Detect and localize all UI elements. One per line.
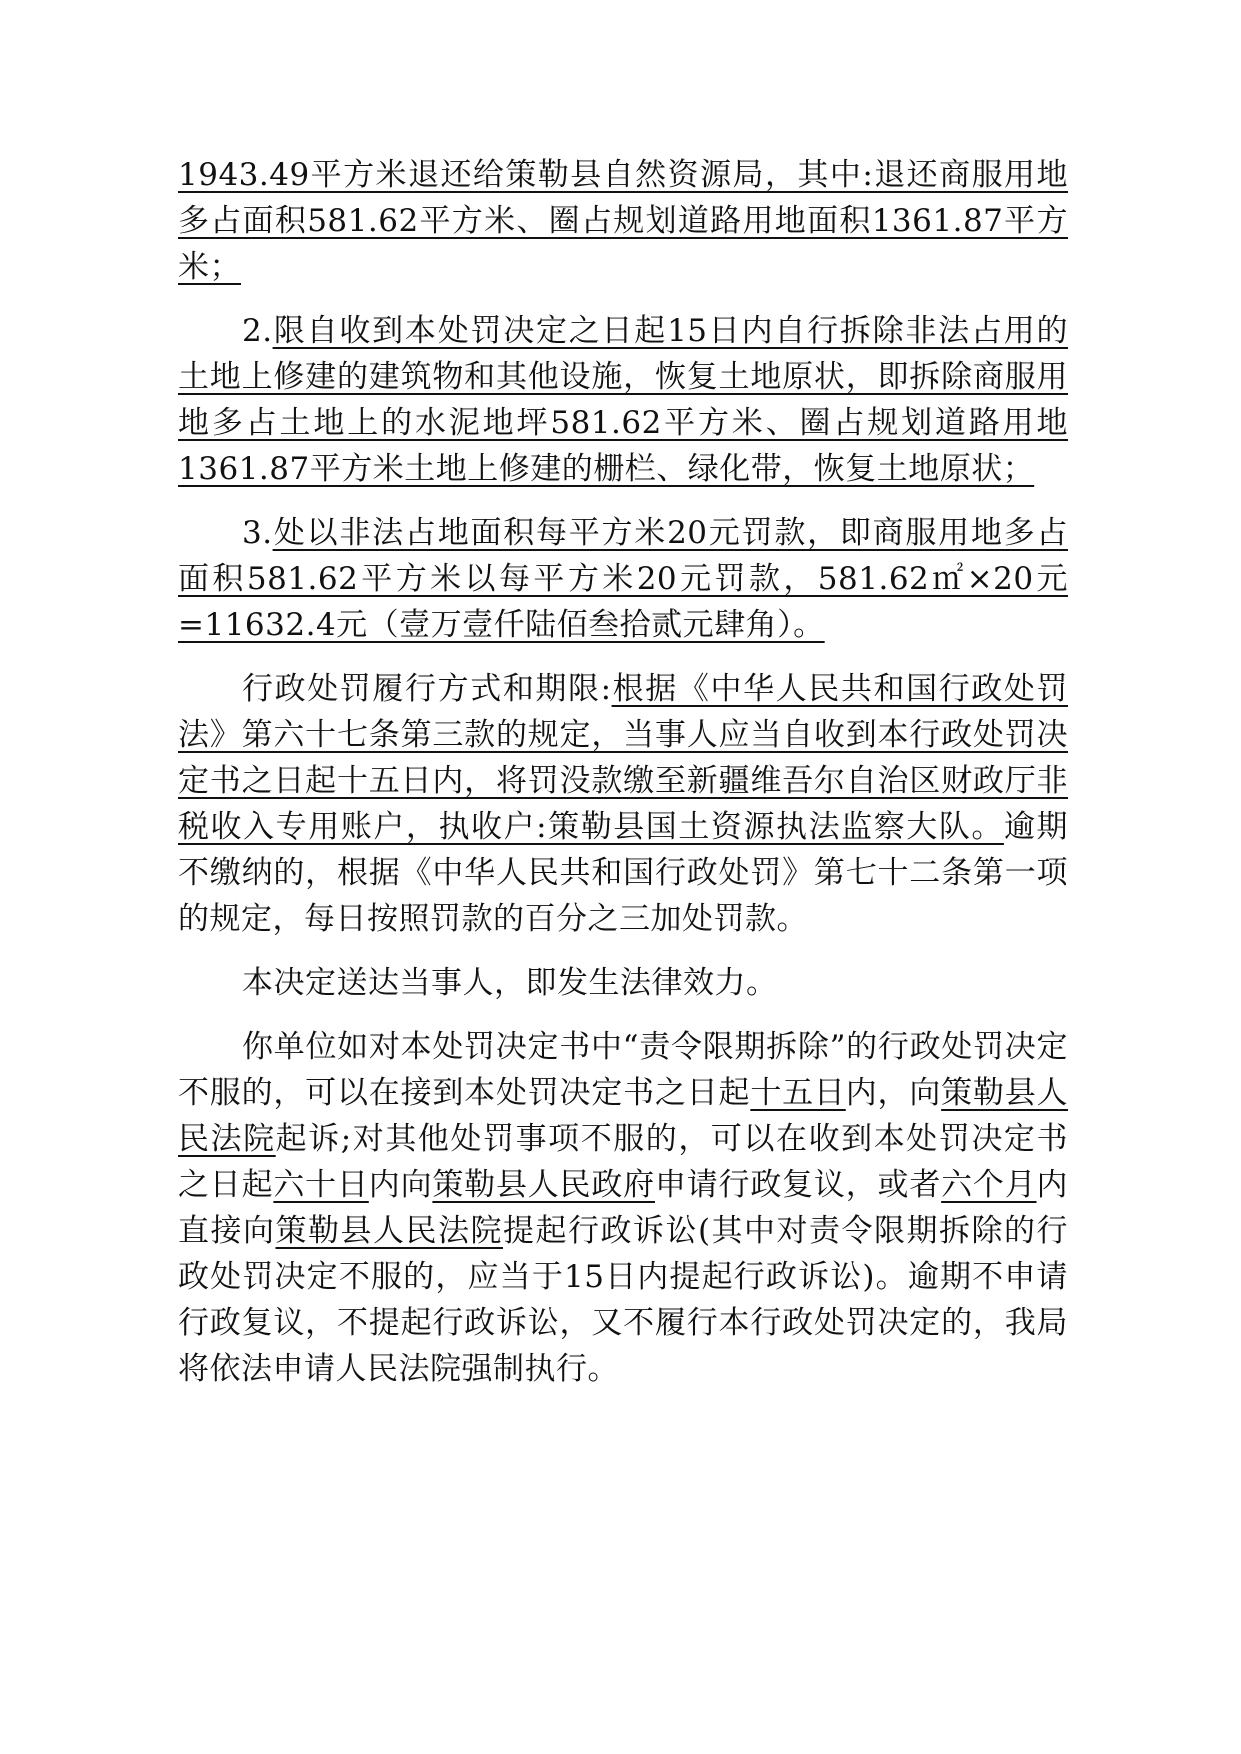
paragraph-6-t7: 提起行政诉讼(其中对责令限期拆除的行政处罚决定不服的，应当于15日内提起行政诉讼)。逾期不申请行政复议，不提起行政诉讼，又不履行本行政处罚决定的，我局将依法申请人民法院强制执行。 (178, 1213, 1069, 1387)
paragraph-6-t3: 起诉;对其他处罚事项不服的，可以在收到本处罚决定书之日起 (178, 1121, 1068, 1203)
paragraph-4-underlined: 根据《中华人民共和国行政处罚法》第六十七条第三款的规定，当事人应当自收到本行政处罚决定书之日起十五日内，将罚没款缴至新疆维吾尔自治区财政厅非税收入专用账户，执收户:策勒县国土资源执法监察大队。 (178, 671, 1069, 845)
paragraph-6-t5: 申请行政复议，或者 (654, 1167, 942, 1203)
paragraph-6-u3: 六十日 (273, 1167, 369, 1203)
paragraph-1 (178, 152, 1068, 290)
document-page (178, 152, 1068, 1410)
paragraph-4-lead: 行政处罚履行方式和期限: (242, 671, 612, 707)
paragraph-6-t6: 内直接向 (178, 1167, 1069, 1249)
paragraph-4 (178, 666, 1068, 942)
paragraph-5-text: 本决定送达当事人，即发生法律效力。 (242, 965, 778, 1001)
paragraph-6-t2: 内，向 (845, 1075, 942, 1111)
item-number-3: 3. (242, 515, 273, 551)
paragraph-2 (178, 308, 1068, 492)
paragraph-6-u6: 策勒县人民法院 (275, 1213, 503, 1249)
paragraph-6-t1: 你单位如对本处罚决定书中“责令限期拆除”的行政处罚决定不服的，可以在接到本处罚决定书之日起 (178, 1029, 1068, 1111)
paragraph-1-text: 1943.49平方米退还给策勒县自然资源局，其中:退还商服用地多占面积581.62平方米、圈占规划道路用地面积1361.87平方米； (178, 157, 1068, 285)
paragraph-3-text: 处以非法占地面积每平方米20元罚款，即商服用地多占面积581.62平方米以每平方米20元罚款，581.62㎡×20元=11632.4元（壹万壹仟陆佰叁拾贰元肆角）。 (178, 515, 1068, 643)
paragraph-6-t4: 内向 (368, 1167, 433, 1203)
paragraph-4-rest: 逾期不缴纳的，根据《中华人民共和国行政处罚》第七十二条第一项的规定，每日按照罚款的百分之三加处罚款。 (178, 809, 1068, 937)
item-number-2: 2. (242, 313, 273, 349)
paragraph-6-u5: 六个月 (941, 1167, 1037, 1203)
paragraph-6-u4: 策勒县人民政府 (432, 1167, 655, 1203)
paragraph-3 (178, 510, 1068, 648)
paragraph-6-u2: 策勒县人民法院 (178, 1075, 1069, 1157)
paragraph-6 (178, 1024, 1068, 1392)
paragraph-2-text: 限自收到本处罚决定之日起15日内自行拆除非法占用的土地上修建的建筑物和其他设施，恢复土地原状，即拆除商服用地多占土地上的水泥地坪581.62平方米、圈占规划道路用地1361.87平方米土地上修建的栅栏、绿化带，恢复土地原状； (178, 313, 1068, 487)
paragraph-6-u1: 十五日 (750, 1075, 846, 1111)
paragraph-5 (178, 960, 1068, 1006)
